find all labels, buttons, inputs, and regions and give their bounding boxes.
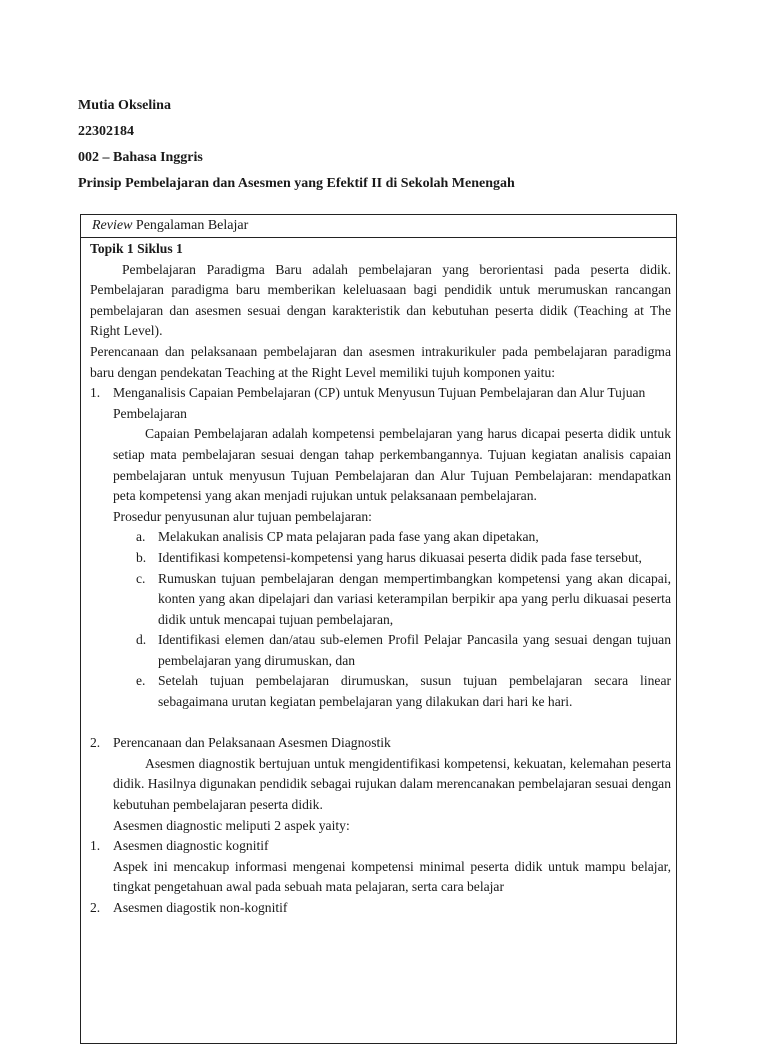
step-letter: a. [136,529,146,545]
review-table [80,214,677,1044]
procedure-steps [90,527,671,712]
step-letter: b. [136,549,147,565]
topic-heading: Topik 1 Siklus 1 [90,241,183,256]
aspect-number: 1. [90,838,101,854]
step-item [113,671,671,712]
review-heading [81,215,676,238]
list-item [90,383,671,424]
list-item-title: Menganalisis Capaian Pembelajaran (CP) untuk Menyusun Tujuan Pembelajaran dan Alur Tujuan Pembelajaran [113,385,646,421]
document-title: Prinsip Pembelajaran dan Asesmen yang Efektif II di Sekolah Menengah [78,176,515,191]
document-header [78,93,515,197]
aspect-description: Aspek ini mencakup informasi mengenai kompetensi minimal peserta didik untuk mampu belajar, tingkat pengetahuan awal pada sebuah mata pelajaran, serta cara belajar [113,858,671,895]
aspect-item [90,898,671,919]
procedure-label: Prosedur penyusunan alur tujuan pembelajaran: [113,508,372,524]
step-item [113,630,671,671]
review-heading-italic: Review [92,218,133,233]
step-text: Setelah tujuan pembelajaran dirumuskan, susun tujuan pembelajaran secara linear sebagaimana urutan kegiatan pembelajaran yang dilakukan dari hari ke hari. [158,673,671,710]
student-id: 22302184 [78,124,134,139]
paragraph-components: Perencanaan dan pelaksanaan pembelajaran dan asesmen intrakurikuler pada pembelajaran paradigma baru dengan pendekatan Teaching at the Right Level memiliki tujuh komponen yaitu: [90,343,671,380]
spacer [90,713,671,734]
step-letter: e. [136,673,146,689]
aspect-title: Asesmen diagostik non-kognitif [113,900,288,915]
review-content [81,238,676,919]
list-item-title: Perencanaan dan Pelaksanaan Asesmen Diagnostik [113,735,391,751]
list-item [90,733,671,754]
paragraph-intro: Pembelajaran Paradigma Baru adalah pembelajaran yang berorientasi pada peserta didik. Pembelajaran paradigma baru memberikan keleluasaan bagi pendidik untuk merumuskan rancangan pembelajaran dan asesmen sesuai dengan karakteristik dan kebutuhan peserta didik (Teaching at The Right Level). [90,261,671,339]
step-letter: c. [136,570,146,586]
class-label: 002 – Bahasa Inggris [78,150,203,165]
list-item-paragraph: Asesmen diagnostik bertujuan untuk mengidentifikasi kompetensi, kekuatan, kelemahan peserta didik. Hasilnya digunakan pendidik sebagai rujukan dalam merencanakan pembelajaran sesuai dengan kebutuhan pembelajaran peserta didik. [113,755,671,813]
step-text: Identifikasi kompetensi-kompetensi yang harus dikuasai peserta didik pada fase tersebut, [158,549,642,565]
student-name: Mutia Okselina [78,98,171,113]
aspect-item [90,836,671,857]
review-heading-rest: Pengalaman Belajar [132,218,249,233]
aspects-intro: Asesmen diagnostic meliputi 2 aspek yaity: [113,817,350,833]
aspect-title: Asesmen diagnostic kognitif [113,838,269,854]
aspect-number: 2. [90,900,101,915]
step-text: Rumuskan tujuan pembelajaran dengan mempertimbangkan kompetensi yang akan dicapai, konten yang akan dipelajari dan variasi keterampilan berpikir apa yang perlu dikuasai peserta didik untuk mencapai tujuan pembelajaran, [158,570,671,627]
step-text: Identifikasi elemen dan/atau sub-elemen Profil Pelajar Pancasila yang sesuai dengan tujuan pembelajaran yang dirumuskan, dan [158,632,671,668]
list-item-paragraph: Capaian Pembelajaran adalah kompetensi pembelajaran yang harus dicapai peserta didik untuk setiap mata pembelajaran sesuai dengan tahap perkembangannya. Tujuan kegiatan analisis capaian pembelajaran untuk menyusun Tujuan Pembelajaran dan Alur Tujuan Pembelajaran: mendapatkan peta kompetensi yang akan menjadi rujukan untuk pelaksanaan pembelajaran. [113,426,671,504]
list-item-number: 1. [90,385,101,401]
step-item [113,527,671,548]
step-item [113,569,671,631]
list-item-number: 2. [90,735,101,751]
step-letter: d. [136,632,147,648]
step-item [113,548,671,569]
step-text: Melakukan analisis CP mata pelajaran pada fase yang akan dipetakan, [158,529,539,545]
